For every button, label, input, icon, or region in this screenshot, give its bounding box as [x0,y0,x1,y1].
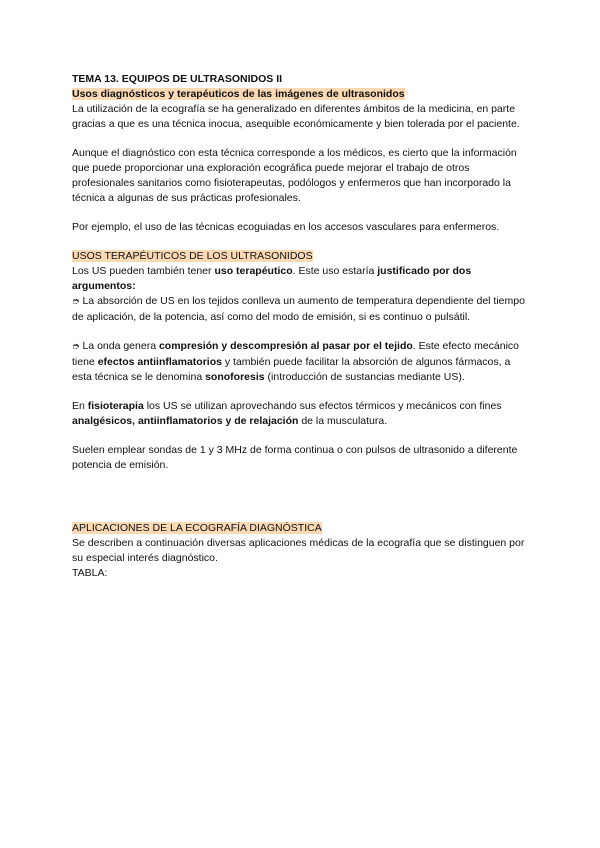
paragraph-uso-terapeutico: Los US pueden también tener uso terapéutico. Este uso estaría justificado por dos argumentos: [72,265,472,292]
bullet-absorcion: ➮ La absorción de US en los tejidos conlleva un aumento de temperatura dependiente del tiempo de aplicación, de la potencia, así como del modo de emisión, si es continuo o pulsátil. [72,295,525,323]
arrow-bullet-icon: ➮ [72,342,80,352]
section-heading-usos [72,87,532,102]
paragraph-sondas: Suelen emplear sondas de 1 y 3 MHz de forma continua o con pulsos de ultrasonido a diferente potencia de emisión. [72,444,518,471]
paragraph-diagnostico: Aunque el diagnóstico con esta técnica corresponde a los médicos, es cierto que la información que puede proporcionar una exploración ecográfica puede mejorar el trabajo de otros profesionales sanitarios como fisioterapeutas, podólogos y enfermeros que han incorporado la técnica a algunas de sus prácticas profesionales. [72,147,517,204]
section-heading-terapeuticos [72,249,532,264]
bullet-onda: ➮ La onda genera compresión y descompresión al pasar por el tejido. Este efecto mecánico tiene efectos antiinflamatorios y también puede facilitar la absorción de algunos fármacos, a esta técnica se le denomina sonoforesis (introducción de sustancias mediante US). [72,340,520,383]
document-title: TEMA 13. EQUIPOS DE ULTRASONIDOS II [72,73,283,85]
section-heading-terapeuticos-text: USOS TERAPÉUTICOS DE LOS ULTRASONIDOS [72,250,313,262]
section-heading-aplicaciones [72,521,532,536]
section-heading-aplicaciones-text: APLICACIONES DE LA ECOGRAFÍA DIAGNÓSTICA [72,522,322,534]
paragraph-aplicaciones: Se describen a continuación diversas aplicaciones médicas de la ecografía que se distinguen por su especial interés diagnóstico. [72,537,525,564]
paragraph-ejemplo: Por ejemplo, el uso de las técnicas ecoguiadas en los accesos vasculares para enfermeros. [72,221,500,233]
document-page [72,72,532,581]
paragraph-fisioterapia: En fisioterapia los US se utilizan aprovechando sus efectos térmicos y mecánicos con fines analgésicos, antiinflamatorios y de relajación de la musculatura. [72,400,502,427]
paragraph-ecografia: La utilización de la ecografía se ha generalizado en diferentes ámbitos de la medicina, en parte gracias a que es una técnica inocua, asequible económicamente y bien tolerada por el paciente. [72,103,520,130]
table-label: TABLA: [72,567,108,579]
section-heading-usos-text: Usos diagnósticos y terapéuticos de las imágenes de ultrasonidos [72,88,405,100]
arrow-bullet-icon: ➮ [72,297,80,307]
